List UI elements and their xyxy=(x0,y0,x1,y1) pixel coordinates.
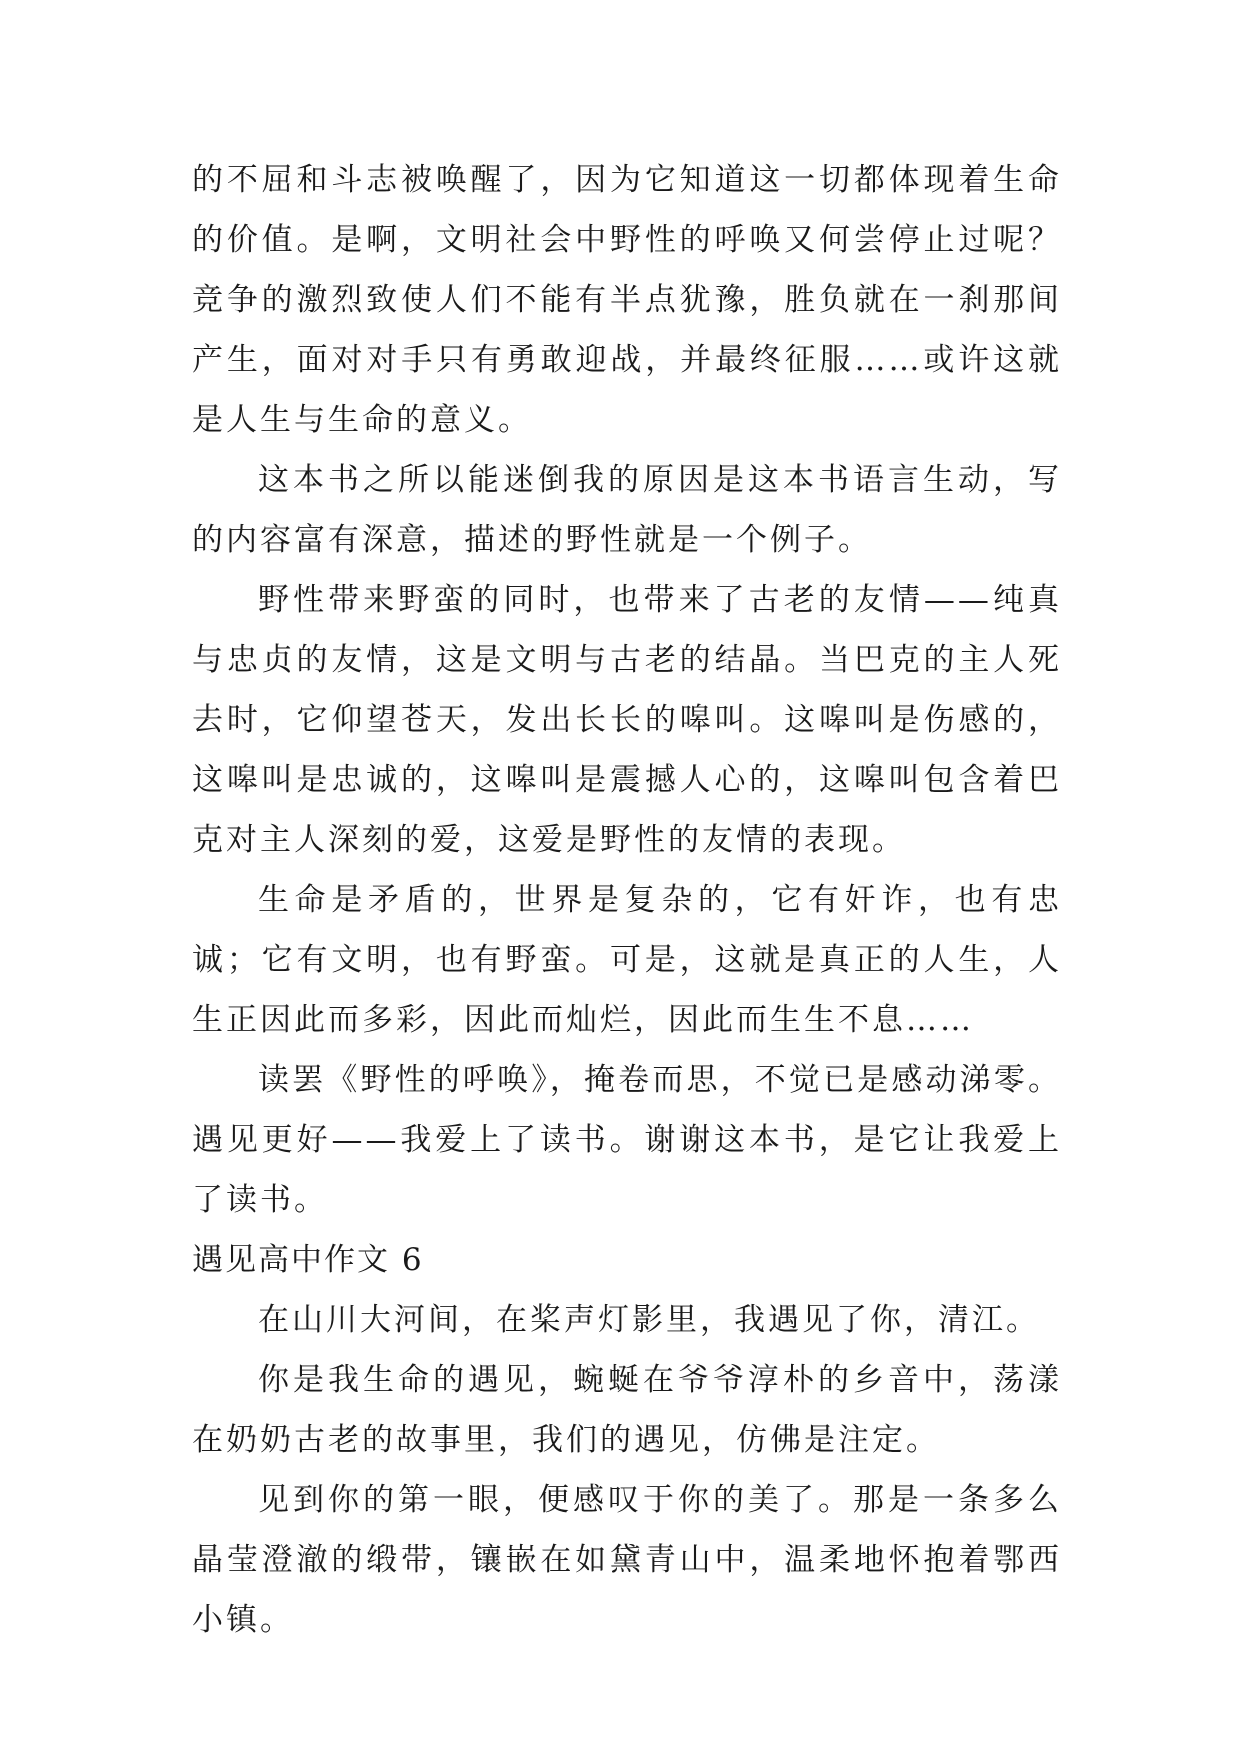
paragraph: 你是我生命的遇见，蜿蜒在爷爷淳朴的乡音中，荡漾在奶奶古老的故事里，我们的遇见，仿佛是注定。 xyxy=(192,1362,1062,1458)
paragraph-continued: 的不屈和斗志被唤醒了，因为它知道这一切都体现着生命的价值。是啊，文明社会中野性的呼唤又何尝停止过呢？竞争的激烈致使人们不能有半点犹豫，胜负就在一刹那间产生，面对对手只有勇敢迎战，并最终征服……或许这就是人生与生命的意义。 xyxy=(192,162,1062,438)
paragraph: 见到你的第一眼，便感叹于你的美了。那是一条多么晶莹澄澈的缎带，镶嵌在如黛青山中，温柔地怀抱着鄂西小镇。 xyxy=(192,1482,1062,1638)
document-body xyxy=(192,150,1062,1650)
paragraph: 在山川大河间，在桨声灯影里，我遇见了你，清江。 xyxy=(258,1302,1040,1338)
paragraph: 野性带来野蛮的同时，也带来了古老的友情——纯真与忠贞的友情，这是文明与古老的结晶。当巴克的主人死去时，它仰望苍天，发出长长的嗥叫。这嗥叫是伤感的，这嗥叫是忠诚的，这嗥叫是震撼人心的，这嗥叫包含着巴克对主人深刻的爱，这爱是野性的友情的表现。 xyxy=(192,582,1062,858)
essay-heading: 遇见高中作文 6 xyxy=(192,1242,424,1278)
paragraph: 生命是矛盾的，世界是复杂的，它有奸诈，也有忠诚；它有文明，也有野蛮。可是，这就是真正的人生，人生正因此而多彩，因此而灿烂，因此而生生不息…… xyxy=(192,882,1062,1038)
paragraph: 读罢《野性的呼唤》，掩卷而思，不觉已是感动涕零。遇见更好——我爱上了读书。谢谢这本书，是它让我爱上了读书。 xyxy=(192,1062,1062,1218)
paragraph: 这本书之所以能迷倒我的原因是这本书语言生动，写的内容富有深意，描述的野性就是一个例子。 xyxy=(192,462,1062,558)
